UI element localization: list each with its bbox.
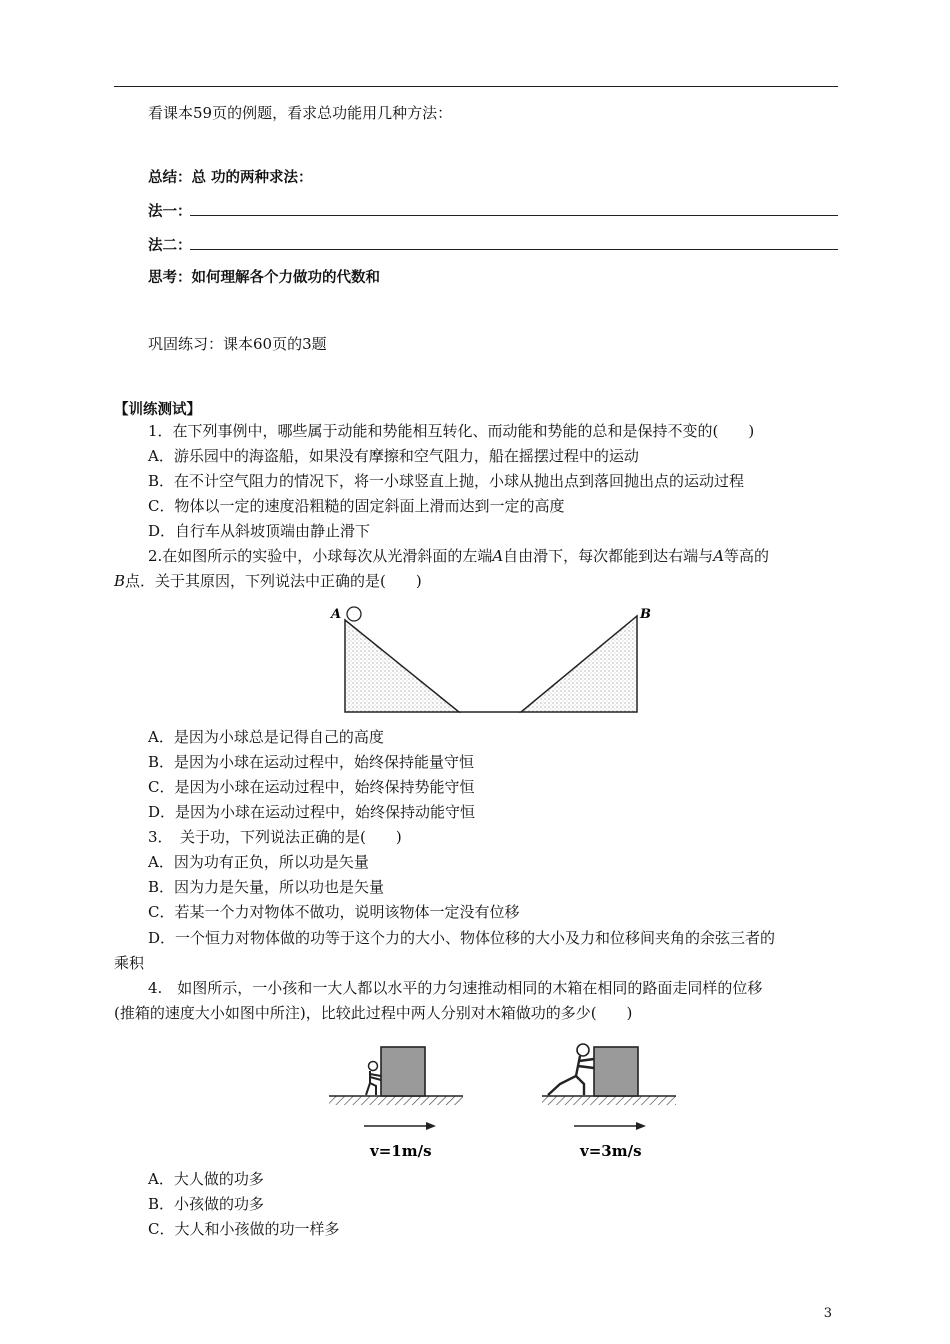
child-scene (329, 1047, 463, 1160)
think-prompt: 思考：如何理解各个力做功的代数和 (148, 270, 380, 286)
q1-option-c: C．物体以一定的速度沿粗糙的固定斜面上滑而达到一定的高度 (148, 497, 565, 515)
q2-stem-point-b: B (114, 572, 126, 590)
q3-option-d-line2: 乘积 (114, 954, 145, 972)
intro-text: 看课本59页的例题，看求总功能用几种方法： (148, 104, 453, 122)
q4-option-c: C．大人和小孩做的功一样多 (148, 1220, 340, 1238)
left-incline (345, 620, 459, 712)
q4-stem-line1: 4. 如图所示，一小孩和一大人都以水平的力匀速推动相同的木箱在相同的路面走同样的位移 (148, 979, 763, 997)
method-one-blank[interactable] (190, 215, 838, 216)
method-two-blank[interactable] (190, 249, 838, 250)
adult-head (577, 1044, 589, 1056)
q2-stem-part1: 2.在如图所示的实验中，小球每次从光滑斜面的左端 (148, 547, 493, 565)
right-arrow-head (636, 1122, 646, 1130)
page-number: 3 (823, 1306, 832, 1321)
label-b: B (640, 607, 651, 622)
q2-stem-point-a: A (492, 547, 504, 565)
right-speed: v=3m/s (580, 1142, 642, 1160)
q1-option-d: D．自行车从斜坡顶端由静止滑下 (148, 522, 371, 540)
left-arrow-head (426, 1122, 436, 1130)
q4-push-figure (326, 1038, 686, 1163)
header-rule (114, 86, 838, 87)
left-box (381, 1047, 425, 1096)
child-head (369, 1062, 378, 1071)
q2-option-d: D．是因为小球在运动过程中，始终保持动能守恒 (148, 803, 476, 821)
summary-title: 总结：总 功的两种求法： (148, 170, 313, 186)
q2-option-b: B．是因为小球在运动过程中，始终保持能量守恒 (148, 753, 475, 771)
right-ground (542, 1096, 676, 1105)
q4-option-a: A．大人做的功多 (148, 1170, 264, 1188)
q2-option-a: A．是因为小球总是记得自己的高度 (148, 728, 384, 746)
q2-stem-part3: 等高的 (724, 547, 770, 565)
q1-stem: 1．在下列事例中，哪些属于动能和势能相互转化、而动能和势能的总和是保持不变的( ) (148, 422, 755, 440)
right-box (594, 1047, 638, 1096)
q3-option-c: C．若某一个力对物体不做功，说明该物体一定没有位移 (148, 903, 520, 921)
q3-option-a: A．因为功有正负，所以功是矢量 (148, 853, 369, 871)
q2-incline-figure (328, 602, 651, 717)
right-incline (521, 616, 637, 712)
q2-stem-part2: 自由滑下，每次都能到达右端与 (503, 547, 714, 565)
method-two-label: 法二： (148, 238, 192, 254)
q2-option-c: C．是因为小球在运动过程中，始终保持势能守恒 (148, 778, 475, 796)
left-speed: v=1m/s (370, 1142, 432, 1160)
q1-option-a: A．游乐园中的海盗船，如果没有摩擦和空气阻力，船在摇摆过程中的运动 (148, 447, 639, 465)
q4-stem-line2: (推箱的速度大小如图中所注)，比较此过程中两人分别对木箱做功的多少( ) (114, 1004, 633, 1022)
section-title: 【训练测试】 (114, 402, 201, 418)
q3-option-b: B．因为力是矢量，所以功也是矢量 (148, 878, 385, 896)
method-one-label: 法一： (148, 204, 192, 220)
q2-stem-line2 (114, 571, 422, 591)
adult-body (548, 1056, 594, 1095)
q4-option-b: B．小孩做的功多 (148, 1195, 265, 1213)
child-body (366, 1071, 381, 1095)
q2-stem-part4: 点．关于其原因，下列说法中正确的是( ) (125, 572, 422, 590)
q2-stem-line1 (148, 546, 769, 566)
q1-option-b: B．在不计空气阻力的情况下，将一小球竖直上抛，小球从抛出点到落回抛出点的运动过程 (148, 472, 745, 490)
q2-stem-point-a2: A (713, 547, 725, 565)
left-ground (329, 1096, 463, 1105)
consolidate-text: 巩固练习：课本60页的3题 (148, 335, 327, 353)
label-a: A (331, 607, 342, 622)
q3-stem: 3． 关于功，下列说法正确的是( ) (148, 828, 402, 846)
adult-scene (542, 1044, 676, 1160)
q3-option-d-line1: D．一个恒力对物体做的功等于这个力的大小、物体位移的大小及力和位移间夹角的余弦三者的 (148, 929, 776, 947)
ball (347, 607, 361, 621)
